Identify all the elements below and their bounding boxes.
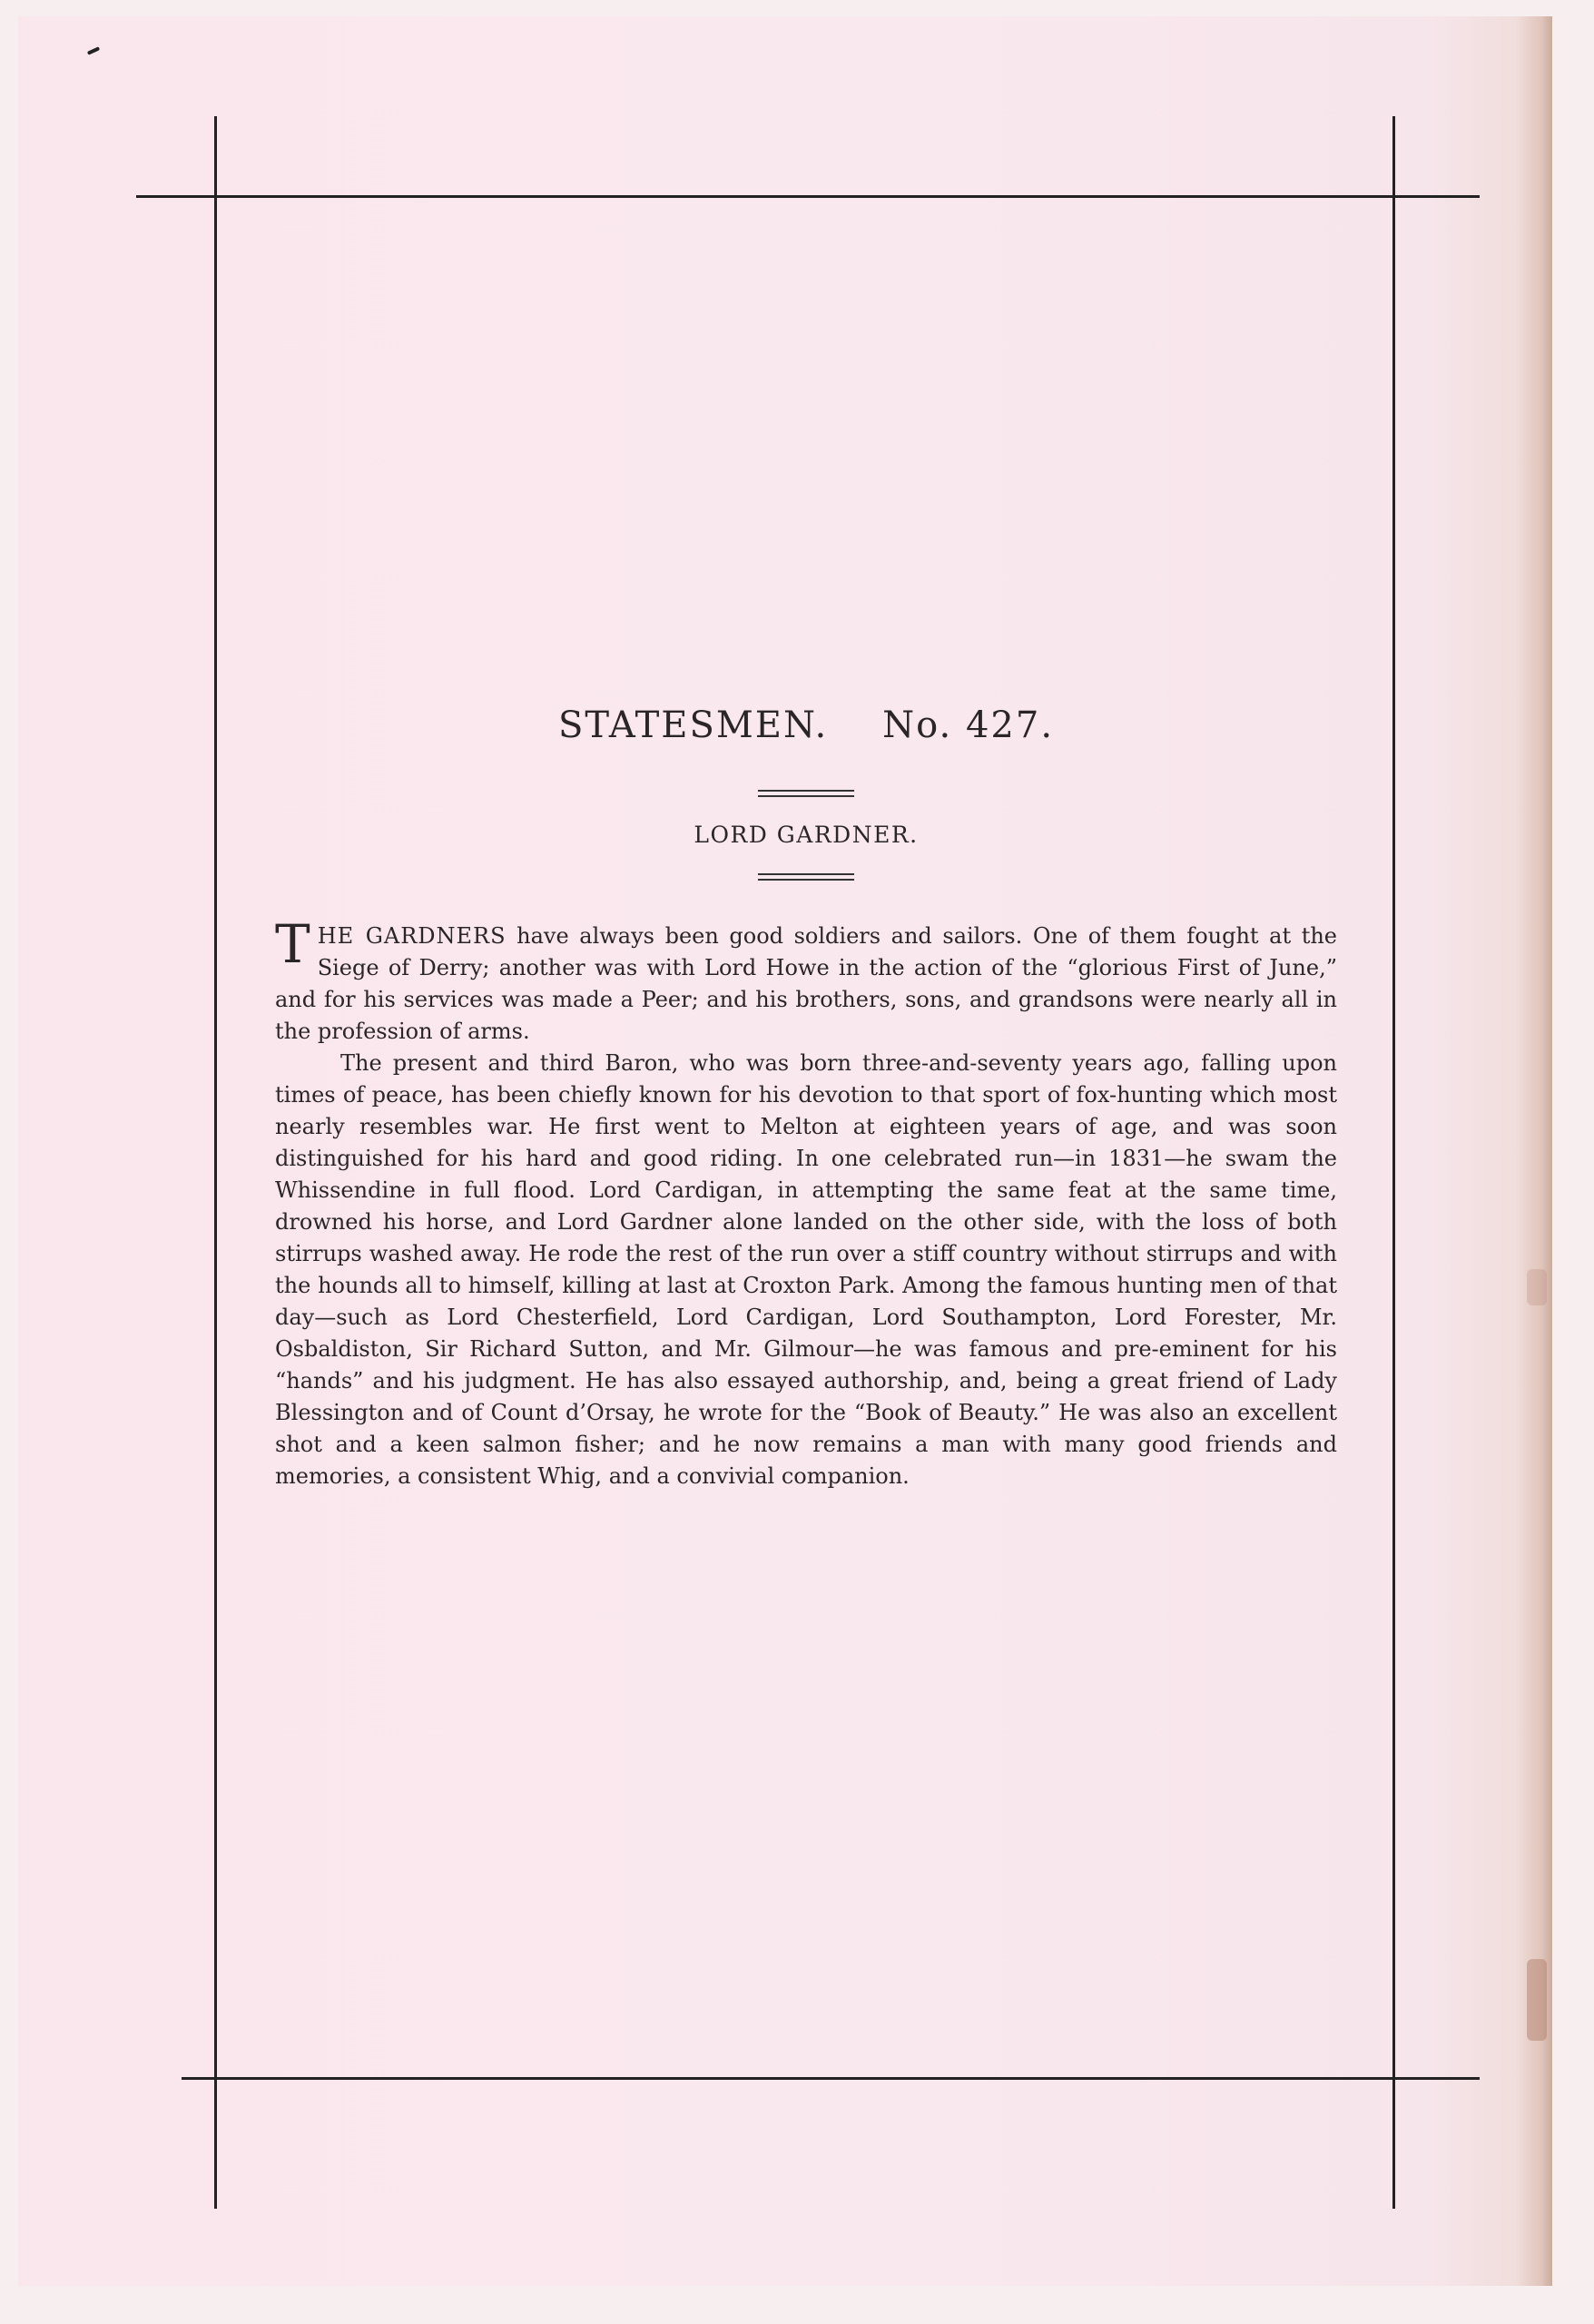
border-left-rule: [214, 116, 217, 2209]
drop-cap: T: [275, 913, 310, 975]
subject-heading: LORD GARDNER.: [694, 822, 919, 848]
border-right-rule: [1392, 116, 1395, 2209]
border-top-rule: [136, 195, 1480, 198]
double-rule-top: [758, 790, 854, 797]
series-heading: STATESMEN.: [557, 704, 829, 746]
number-label: No. 427.: [882, 704, 1055, 746]
border-bottom-rule: [182, 2077, 1480, 2080]
article: [275, 697, 1337, 1492]
paragraph-1: [275, 913, 1337, 1048]
lead-words: HE GARDNERS: [317, 923, 507, 949]
paragraph-2: The present and third Baron, who was born three-and-seventy years ago, falling upon times of peace, has been chiefly known for his devotion to that sport of fox-hunting which most nearly resembles war. He first went to Melton at eighteen years of age, and was soon distinguished for his hard and good riding. In one celebrated run—in 1831—he swam the Whissendine in full flood. Lord Cardigan, in attempting the same feat at the same time, drowned his horse, and Lord Gardner alone landed on the other side, with the loss of both stirrups washed away. He rode the rest of the run over a stiff country without stirrups and with the hounds all to himself, killing at last at Croxton Park. Among the famous hunting men of that day—such as Lord Chesterfield, Lord Cardigan, Lord Southampton, Lord Forester, Mr. Osbaldiston, Sir Richard Sutton, and Mr. Gilmour—he was famous and pre-eminent for his “hands” and his judgment. He has also essayed authorship, and, being a great friend of Lady Blessington and of Count d’Orsay, he wrote for the “Book of Beauty.” He was also an excellent shot and a keen salmon fisher; and he now remains a man with many good friends and memories, a consistent Whig, and a convivial companion.: [275, 1050, 1337, 1489]
paper-page: [18, 16, 1552, 2286]
article-body: [275, 913, 1337, 1492]
ink-mark: [87, 46, 100, 55]
edge-stain: [1527, 1269, 1547, 1305]
page-edge-shading: [1516, 16, 1552, 2286]
paragraph-1-text: have always been good soldiers and sailors. One of them fought at the Siege of Derry; another was with Lord Howe in the action of the “glorious First of June,” and for his services was made a Peer; and his brothers, sons, and grandsons were nearly all in the profession of arms.: [275, 923, 1337, 1044]
page-title: [275, 697, 1337, 753]
double-rule-bottom: [758, 873, 854, 881]
edge-stain: [1527, 1959, 1547, 2041]
